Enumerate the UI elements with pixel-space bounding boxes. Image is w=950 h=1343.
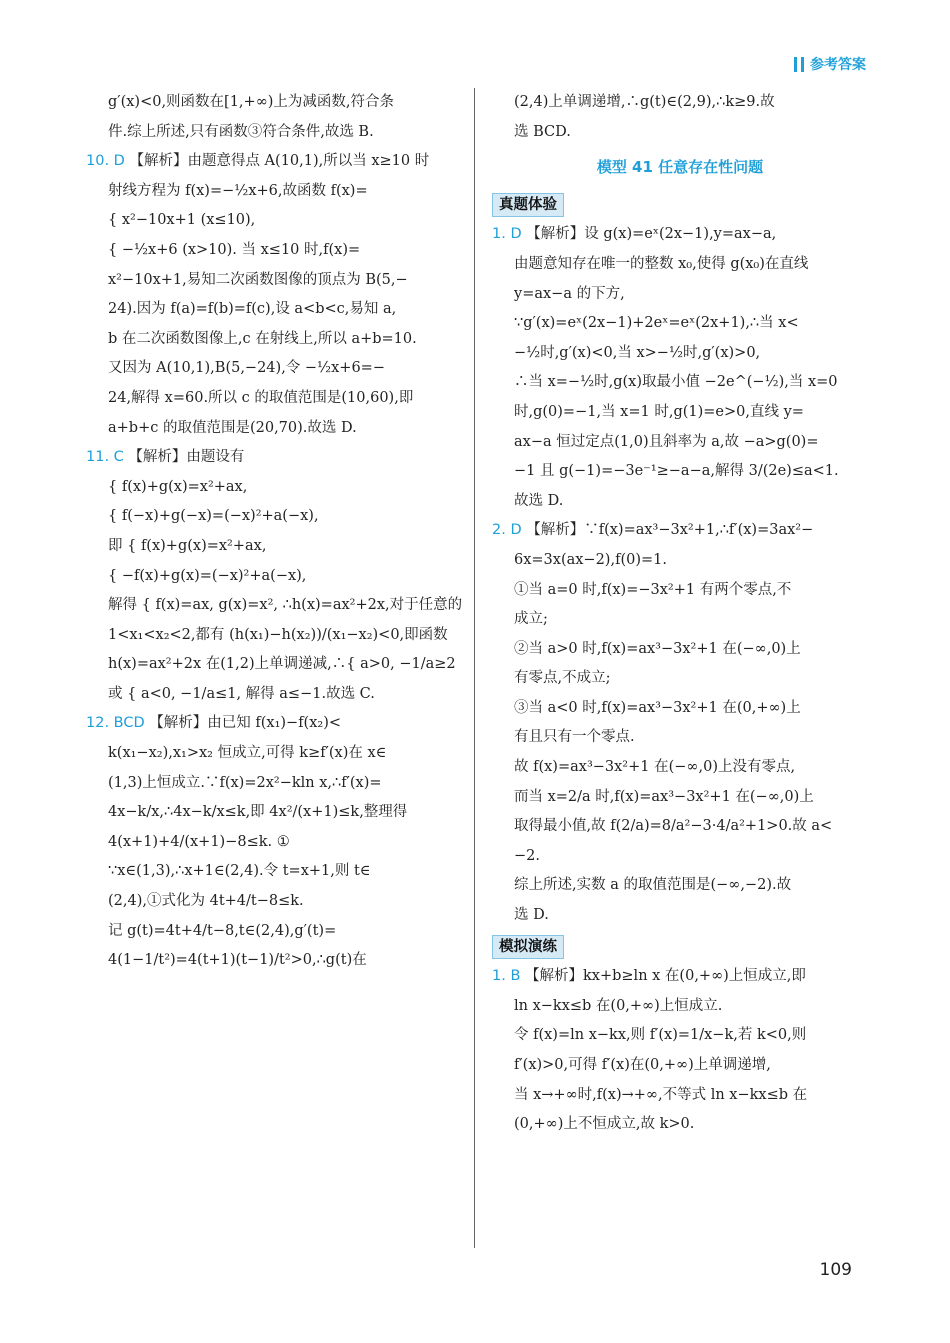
text-line [492,871,868,901]
line-text: { x²−10x+1 (x≤10), [108,212,256,229]
question-number: 1. D [492,226,527,243]
answer-heading [492,220,868,250]
text-line [492,546,868,576]
text-line [492,1081,868,1111]
line-text: ln x−kx≤b 在(0,+∞)上恒成立. [514,997,723,1014]
line-text: 件.综上所述,只有函数③符合条件,故选 B. [108,123,374,140]
text-line [492,1021,868,1051]
text-line [86,177,462,207]
answer-heading [86,443,462,473]
text-line [86,384,462,414]
line-text: 取得最小值,故 f(2/a)=8/a²−3·4/a²+1>0.故 a< [514,818,833,835]
line-text: { f(x)+g(x)=x²+ax, [108,478,248,495]
question-number: 11. C [86,449,129,466]
line-text: ∴当 x=−½时,g(x)取最小值 −2e^(−½),当 x=0 [514,374,838,391]
text-line [86,354,462,384]
text-line [492,339,868,369]
line-text: 选 BCD. [514,123,571,140]
text-line [492,88,868,118]
text-line [86,414,462,444]
question-number: 12. BCD [86,715,150,732]
line-text: 【解析】由题意得点 A(10,1),所以当 x≥10 时 [129,153,430,170]
text-line [492,664,868,694]
text-line [86,266,462,296]
line-text: (1,3)上恒成立.∵f(x)=2x²−kln x,∴f′(x)= [108,774,382,791]
header-label: 参考答案 [810,57,866,73]
line-text: f′(x)>0,可得 f′(x)在(0,+∞)上单调递增, [514,1057,771,1073]
text-line [86,295,462,325]
text-line [86,917,462,947]
text-line [492,605,868,635]
line-text: 有零点,不成立; [514,670,611,687]
answer-heading [86,709,462,739]
page-header [794,54,866,74]
line-text: g′(x)<0,则函数在[1,+∞)上为减函数,符合条 [108,94,395,110]
text-line [86,325,462,355]
text-line [86,680,462,710]
text-line [86,502,462,532]
text-line [492,635,868,665]
header-bars-icon [794,57,804,72]
text-line [86,621,462,651]
text-line [492,992,868,1022]
line-text: 【解析】kx+b≥ln x 在(0,+∞)上恒成立,即 [525,968,806,985]
line-text: 或 { a<0, −1/a≤1, 解得 a≤−1.故选 C. [108,685,375,702]
line-text: −1 且 g(−1)=−3e⁻¹≥−a−a,解得 3/(2e)≤a<1. [514,463,839,480]
text-line [86,473,462,503]
text-line [492,901,868,931]
line-text: ③当 a<0 时,f(x)=ax³−3x²+1 在(0,+∞)上 [514,699,801,716]
line-text: 【解析】设 g(x)=eˣ(2x−1),y=ax−a, [526,226,777,243]
question-number: 1. B [492,968,526,985]
line-text: ax−a 恒过定点(1,0)且斜率为 a,故 −a>g(0)= [514,433,819,450]
line-text: ②当 a>0 时,f(x)=ax³−3x²+1 在(−∞,0)上 [514,640,801,657]
text-line [86,532,462,562]
line-text: 4x−k/x,∴4x−k/x≤k,即 4x²/(x+1)≤k,整理得 [108,804,408,821]
line-text: −½时,g′(x)<0,当 x>−½时,g′(x)>0, [514,344,761,361]
text-line [492,368,868,398]
text-line [492,309,868,339]
text-line [492,1110,868,1140]
text-line [492,1051,868,1081]
answer-heading [492,962,868,992]
column-divider [474,88,475,1248]
question-number: 2. D [492,522,527,539]
line-text: −2. [514,847,540,864]
text-line [492,280,868,310]
section-tag: 真题体验 [492,193,564,217]
text-line [492,487,868,517]
line-text: k(x₁−x₂),x₁>x₂ 恒成立,可得 k≥f′(x)在 x∈ [108,745,387,762]
text-line [492,812,868,842]
question-number: 10. D [86,153,130,170]
text-line [86,946,462,976]
line-text: 即 { f(x)+g(x)=x²+ax, [108,537,267,554]
line-text: 【解析】由已知 f(x₁)−f(x₂)< [149,715,342,732]
line-text: 【解析】由题设有 [128,449,245,466]
line-text: x²−10x+1,易知二次函数图像的顶点为 B(5,− [108,271,408,288]
answer-heading [492,516,868,546]
answer-heading [86,147,462,177]
text-line [86,236,462,266]
line-text: { −½x+6 (x>10). 当 x≤10 时,f(x)= [108,241,361,258]
right-column [492,88,868,1140]
line-text: 1<x₁<x₂<2,都有 (h(x₁)−h(x₂))/(x₁−x₂)<0,即函数 [108,626,448,643]
line-text: 24,解得 x=60.所以 c 的取值范围是(10,60),即 [108,389,414,406]
line-text: 故 f(x)=ax³−3x²+1 在(−∞,0)上没有零点, [514,759,796,776]
text-line [492,753,868,783]
text-line [492,694,868,724]
text-line [86,798,462,828]
text-line [86,857,462,887]
line-text: 成立; [514,611,548,628]
text-line [492,428,868,458]
text-line [492,250,868,280]
text-line [86,88,462,118]
line-text: 由题意知存在唯一的整数 x₀,使得 g(x₀)在直线 [514,255,809,272]
line-text: y=ax−a 的下方, [514,285,625,302]
model-title: 模型 41 任意存在性问题 [596,158,764,177]
line-text: 而当 x=2/a 时,f(x)=ax³−3x²+1 在(−∞,0)上 [514,788,814,805]
line-text: 选 D. [514,907,549,924]
line-text: a+b+c 的取值范围是(20,70).故选 D. [108,419,357,436]
text-line [86,591,462,621]
line-text: 6x=3x(ax−2),f(0)=1. [514,551,667,568]
text-line [492,723,868,753]
text-line [86,650,462,680]
line-text: 有且只有一个零点. [514,729,635,746]
text-line [492,457,868,487]
line-text: 射线方程为 f(x)=−½x+6,故函数 f(x)= [108,182,368,199]
text-line [492,576,868,606]
text-line [86,118,462,148]
line-text: { f(−x)+g(−x)=(−x)²+a(−x), [108,508,319,525]
page-number: 109 [819,1260,852,1280]
line-text: ∵x∈(1,3),∴x+1∈(2,4).令 t=x+1,则 t∈ [108,863,371,880]
line-text: 当 x→+∞时,f(x)→+∞,不等式 ln x−kx≤b 在 [514,1086,808,1103]
line-text: 24).因为 f(a)=f(b)=f(c),设 a<b<c,易知 a, [108,301,397,318]
text-line [492,118,868,148]
line-text: ∵g′(x)=eˣ(2x−1)+2eˣ=eˣ(2x+1),∴当 x< [514,315,799,332]
line-text: 【解析】∵f(x)=ax³−3x²+1,∴f′(x)=3ax²− [526,522,814,539]
text-line [492,398,868,428]
left-column [86,88,462,976]
line-text: 又因为 A(10,1),B(5,−24),令 −½x+6=− [108,360,385,377]
line-text: (2,4)上单调递增,∴g(t)∈(2,9),∴k≥9.故 [514,94,775,110]
line-text: { −f(x)+g(x)=(−x)²+a(−x), [108,567,307,584]
line-text: 解得 { f(x)=ax, g(x)=x², ∴h(x)=ax²+2x,对于任意的 [108,597,462,614]
line-text: (0,+∞)上不恒成立,故 k>0. [514,1116,695,1133]
text-line [492,842,868,872]
text-line [86,828,462,858]
line-text: 综上所述,实数 a 的取值范围是(−∞,−2).故 [514,877,792,894]
text-line [86,887,462,917]
section-tag: 模拟演练 [492,935,564,959]
line-text: 记 g(t)=4t+4/t−8,t∈(2,4),g′(t)= [108,922,337,939]
line-text: 故选 D. [514,492,564,509]
text-line [492,783,868,813]
line-text: 4(x+1)+4/(x+1)−8≤k. ① [108,833,290,850]
line-text: b 在二次函数图像上,c 在射线上,所以 a+b=10. [108,330,417,347]
line-text: ①当 a=0 时,f(x)=−3x²+1 有两个零点,不 [514,581,792,598]
line-text: 4(1−1/t²)=4(t+1)(t−1)/t²>0,∴g(t)在 [108,952,367,969]
text-line [86,206,462,236]
text-line [86,739,462,769]
line-text: 时,g(0)=−1,当 x=1 时,g(1)=e>0,直线 y= [514,403,804,420]
line-text: (2,4),①式化为 4t+4/t−8≤k. [108,893,304,910]
line-text: h(x)=ax²+2x 在(1,2)上单调递减,∴{ a>0, −1/a≥2 [108,656,456,673]
line-text: 令 f(x)=ln x−kx,则 f′(x)=1/x−k,若 k<0,则 [514,1027,807,1044]
text-line [86,769,462,799]
text-line [86,562,462,592]
